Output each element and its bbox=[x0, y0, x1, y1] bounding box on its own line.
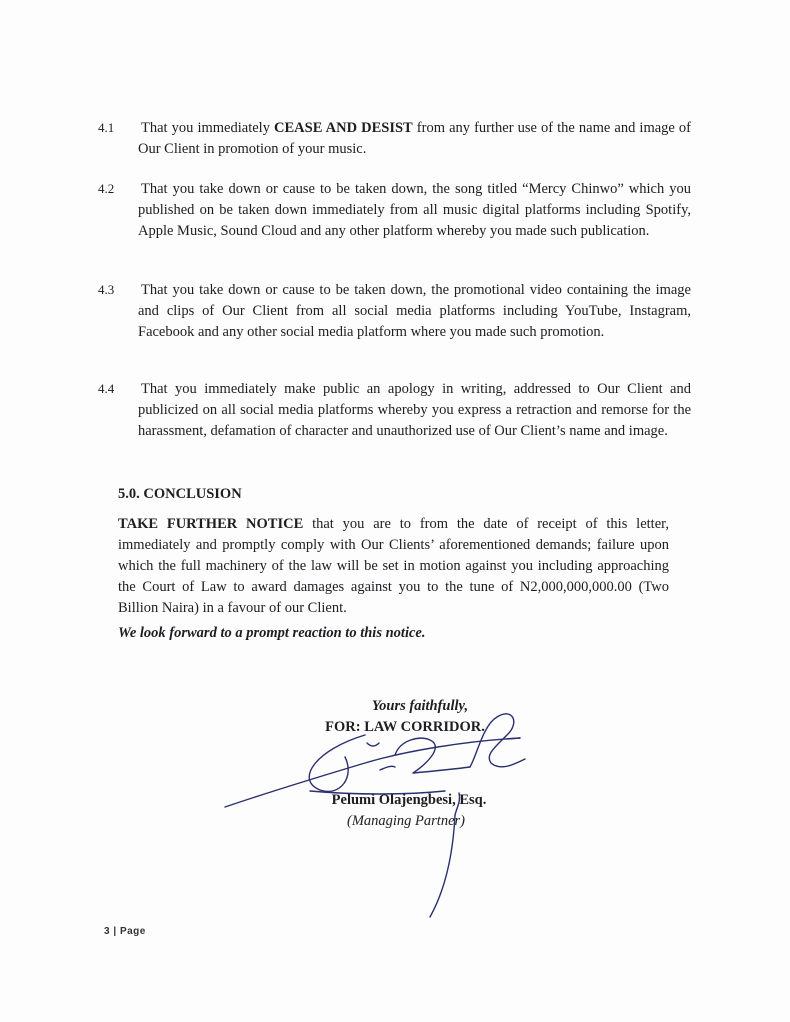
signatory-name: Pelumi Olajengbesi, Esq. bbox=[331, 792, 487, 808]
clause-text: That you take down or cause to be taken down, the promotional video containing the image and clips of Our Client from all social media platforms including YouTube, Instagram, Facebook and any other social media platform where you made such promotion. bbox=[138, 282, 691, 340]
conclusion-lead: TAKE FURTHER NOTICE bbox=[118, 516, 304, 532]
conclusion-heading: 5.0. CONCLUSION bbox=[118, 486, 242, 502]
clause-number: 4.3 bbox=[98, 282, 115, 297]
clause-4-1 bbox=[98, 117, 691, 160]
clause-number: 4.4 bbox=[98, 381, 115, 396]
footer-separator: | bbox=[113, 926, 117, 937]
closing-line: We look forward to a prompt reaction to this notice. bbox=[118, 625, 426, 641]
page-footer bbox=[104, 926, 146, 937]
clause-rest: from any further use of the name and image of Our Client in promotion of your music. bbox=[138, 120, 691, 157]
page-number: 3 bbox=[104, 926, 111, 937]
firm-name: FOR: LAW CORRIDOR. bbox=[325, 719, 485, 735]
clause-emphasis: CEASE AND DESIST bbox=[274, 120, 413, 136]
clause-4-2 bbox=[98, 178, 691, 242]
clause-number: 4.1 bbox=[98, 120, 115, 135]
conclusion-paragraph bbox=[118, 514, 669, 619]
page-label: Page bbox=[119, 926, 146, 937]
clause-4-3 bbox=[98, 279, 691, 343]
clause-lead: That you immediately bbox=[141, 120, 275, 136]
salutation: Yours faithfully, bbox=[371, 698, 469, 714]
clause-text: That you take down or cause to be taken down, the song titled “Mercy Chinwo” which you published on be taken down immediately from all music digital platforms including Spotify, Apple Music, Sound Cloud and any other platform whereby you made such publication. bbox=[138, 181, 691, 239]
conclusion-body: that you are to from the date of receipt of this letter, immediately and promptly comply with Our Clients’ aforementioned demands; failure upon which the full machinery of the law will be set in motion against you including approaching the Court of Law to award damages against you to the tune of N2,000,000,000.00 (Two Billion Naira) in a favour of our Client. bbox=[118, 516, 669, 616]
clause-number: 4.2 bbox=[98, 181, 115, 196]
handwritten-signature bbox=[215, 695, 535, 920]
clause-4-4 bbox=[98, 378, 691, 442]
signatory-role: (Managing Partner) bbox=[347, 813, 465, 829]
clause-text: That you immediately make public an apology in writing, addressed to Our Client and publicized on all social media platforms whereby you express a retraction and remorse for the harassment, defamation of character and unauthorized use of Our Client’s name and image. bbox=[138, 381, 691, 439]
